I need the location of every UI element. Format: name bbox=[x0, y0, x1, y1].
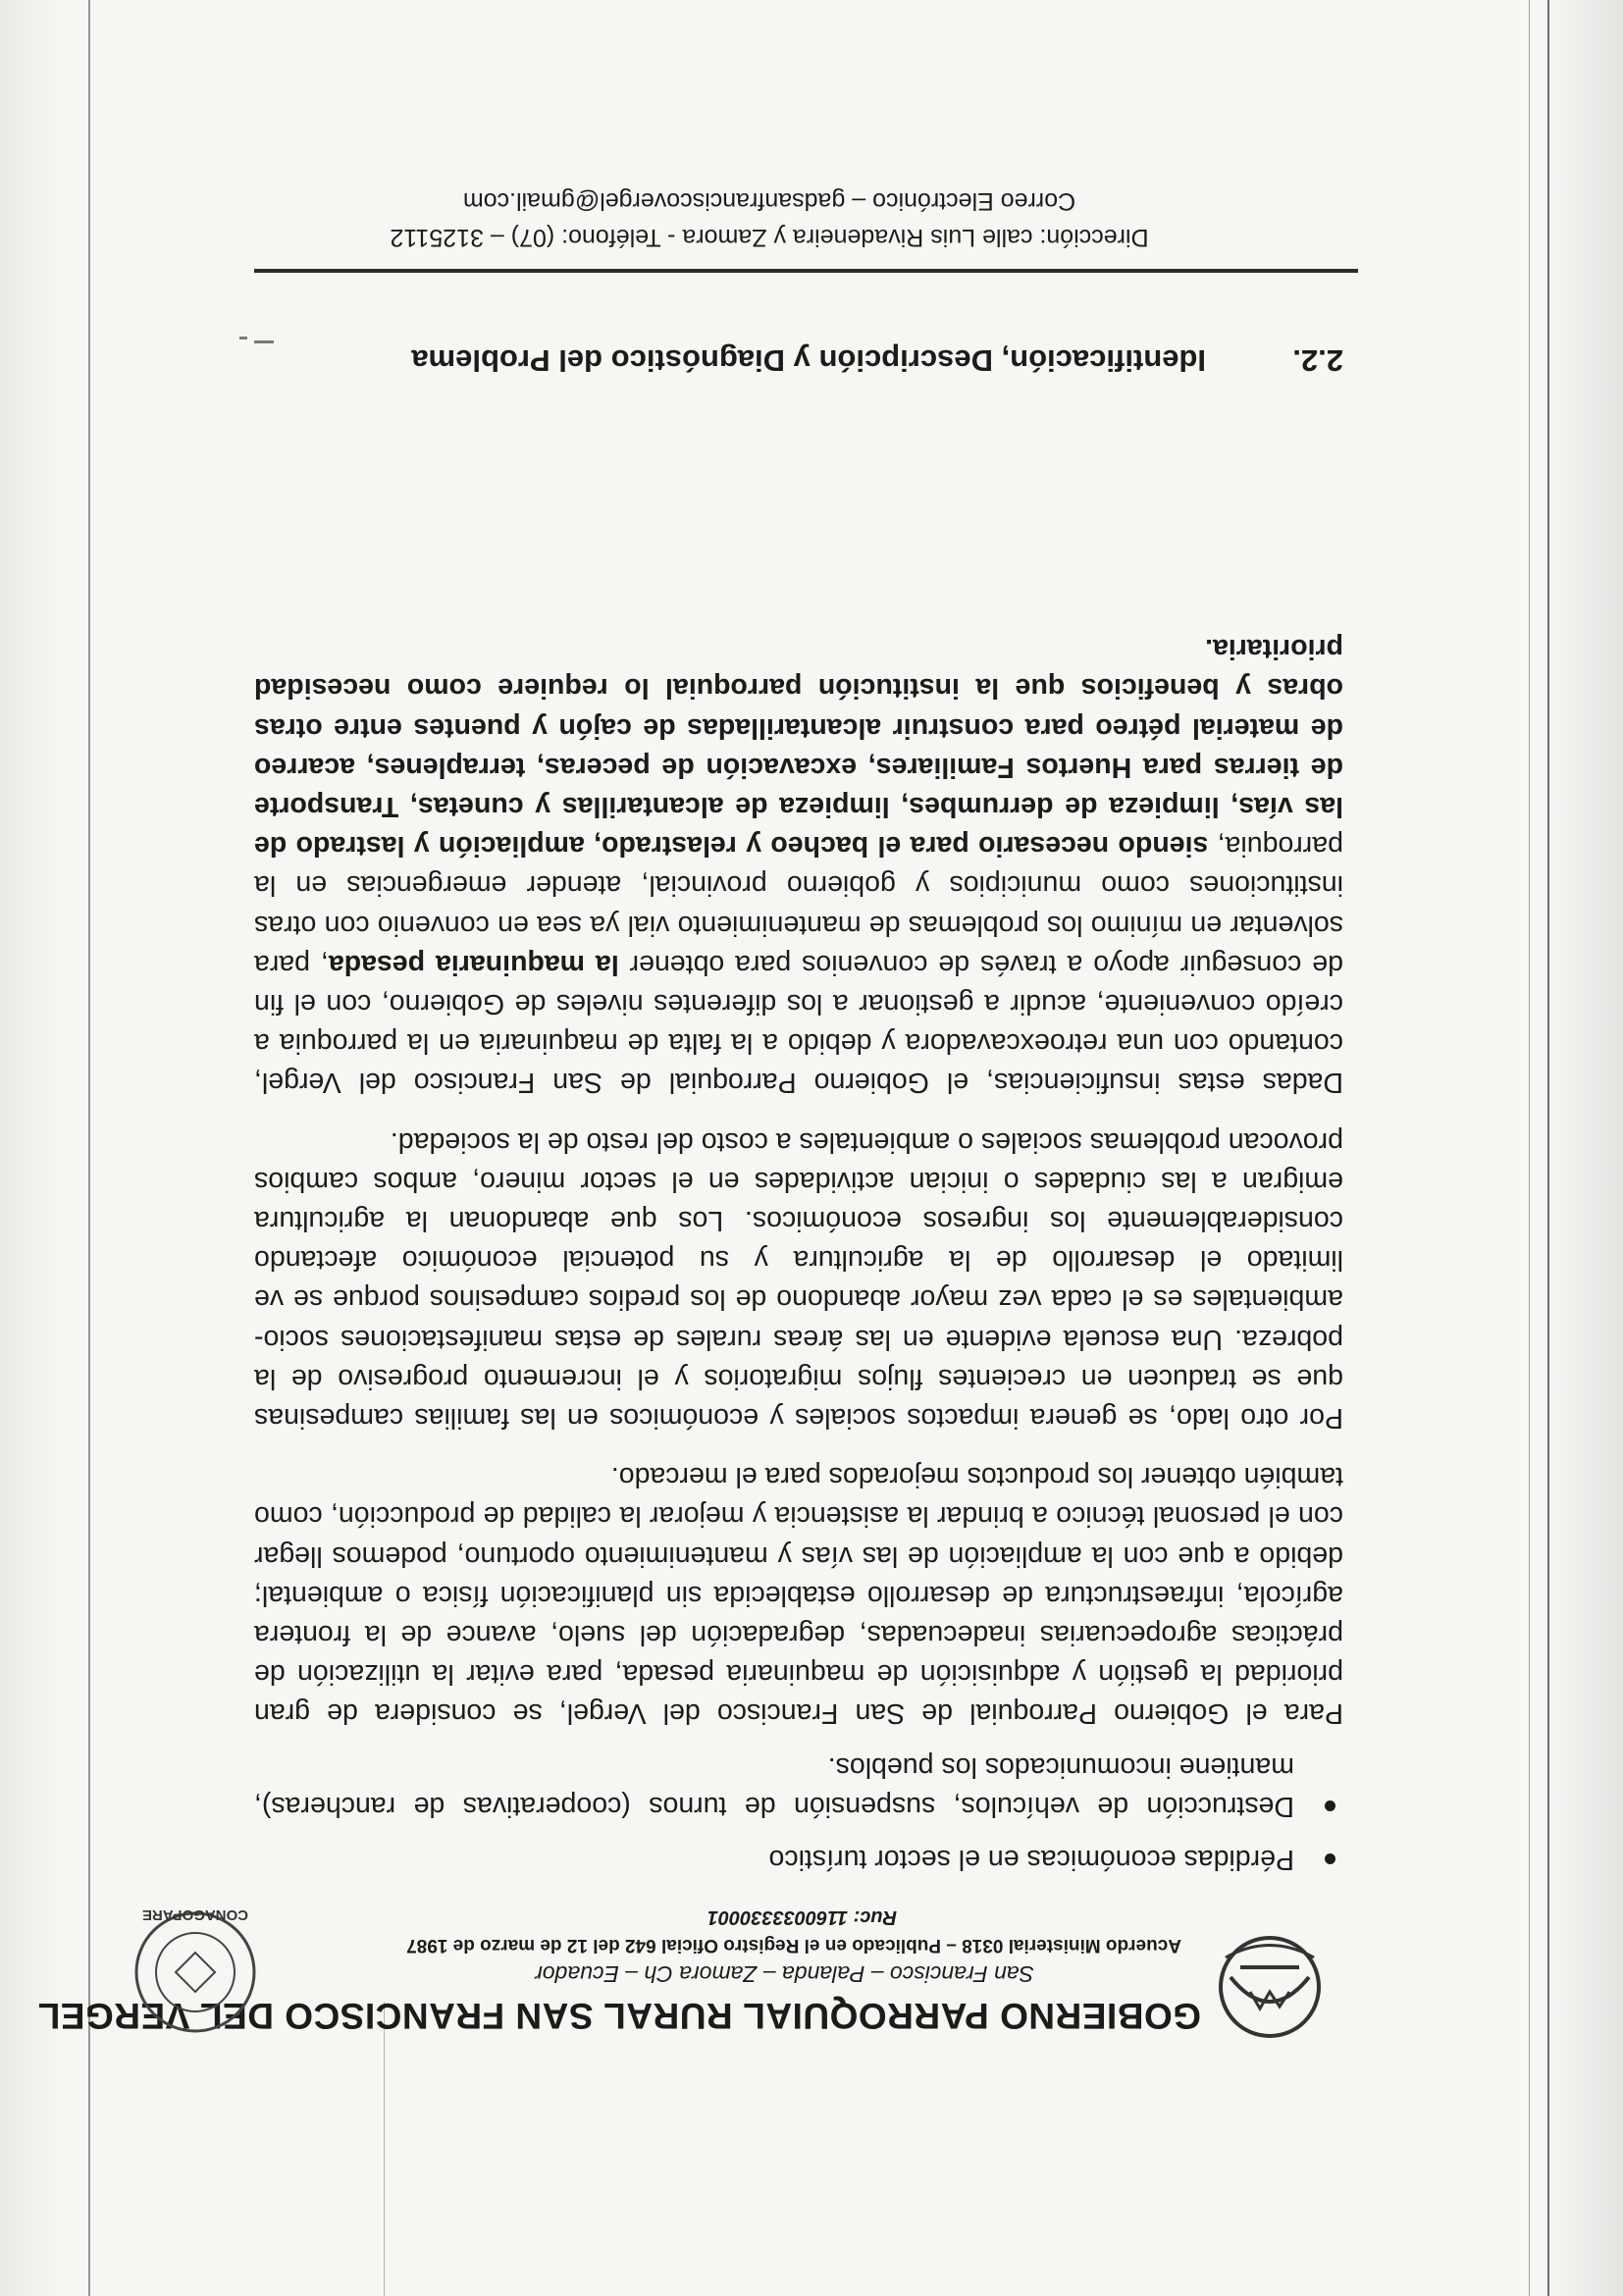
section-number: 2.2. bbox=[1292, 343, 1343, 378]
list-item: Destrucción de vehículos, suspensión de turnos (cooperativas de rancheras), mantiene incomunicados los pueblos. bbox=[254, 1747, 1294, 1825]
parish-logo-icon bbox=[1211, 1928, 1329, 2046]
paragraph-bold-text: la maquinaria pesada bbox=[328, 948, 619, 980]
footer bbox=[328, 183, 1211, 255]
seal-text: CONAGOPARE bbox=[141, 1906, 249, 1923]
paragraph-machinery-need bbox=[254, 629, 1343, 1102]
organization-name: GOBIERNO PARROQUIAL RURAL SAN FRANCISCO DEL VERGEL bbox=[37, 1996, 1201, 2036]
section-title: Identificación, Descripción y Diagnóstico del Problema bbox=[411, 343, 1206, 378]
scan-edge-line bbox=[384, 2002, 385, 2296]
paragraph-text: Dadas estas insuficiencias, el Gobierno Parroquial de San Francisco del Vergel, contando con una retroexcavadora y debido a la falta de maquinaria en la parroquia a creído conveniente, acudir a gestionar a los diferentes niveles de Gobierno, con el fin de conseguir apoyo a través de convenios para obtener bbox=[254, 948, 1343, 1099]
paragraph-priority: Para el Gobierno Parroquial de San Francisco del Vergel, se considera de gran prioridad la gestión y adquisición de maquinaria pesada, para evitar la utilización de prácticas agropecuarias inadecuadas, degradación del suelo, avance de la frontera agrícola, infraestructura de desarrollo establecida sin planificación física o ambiental; debido a que con la ampliación de las vías y mantenimiento oportuno, podemos llegar con el personal técnico a brindar la asistencia y mejorar la calidad de producción, como también obtener los productos mejorados para el mercado. bbox=[254, 1461, 1343, 1730]
scan-mark bbox=[254, 340, 274, 343]
paragraph-bold-text: siendo necesario para el bacheo y relastrado, ampliación y lastrado de las vías, limpieza de derrumbes, limpieza de alcantarillas y cunetas, Transporte de tierras para Huertos Familiares, excavación de peceras, terraplenes, acarreo de material pétreo para construir alcantarilladas de cajón y puentes entre otras obras y beneficios que la institución parroquial lo requiere como necesidad prioritaria. bbox=[254, 633, 1343, 862]
scan-edge-line bbox=[1529, 0, 1530, 2296]
paragraph-social-impacts: Por otro lado, se genera impactos sociales y económicos en las familias campesinas que se traducen en crecientes flujos migratorios y el incremento progresivo de la pobreza. Una escuela evidente en las áreas rurales de estas manifestaciones socio-ambientales es el cada vez mayor abandono de los predios campesinos porque se ve limitado el desarrollo de la agricultura y su potencial económico afectando considerablemente los ingresos económicos. Los que abandonan la agricultura emigran a las ciudades o inician actividades en el sector minero, ambos cambios provocan problemas sociales o ambientales a costo del resto de la sociedad. bbox=[254, 1125, 1343, 1434]
consequence-list bbox=[254, 1747, 1343, 1879]
scan-edge-line bbox=[88, 0, 90, 2296]
ministerial-agreement: Acuerdo Ministerial 0318 – Publicado en el Registro Oficial 642 del 12 de marzo de 1987 bbox=[406, 1935, 1181, 1956]
section-heading bbox=[411, 342, 1343, 378]
ruc-number: Ruc: 1160033330001 bbox=[707, 1906, 897, 1928]
footer-address: Dirección: calle Luis Rivadeneira y Zamora - Teléfono: (07) – 3125112 bbox=[390, 224, 1149, 251]
scan-mark bbox=[239, 337, 247, 339]
footer-divider bbox=[254, 269, 1358, 273]
conagopare-seal bbox=[122, 1899, 269, 2046]
scan-edge-line bbox=[1547, 0, 1549, 2296]
list-item: Pérdidas económicas en el sector turístico bbox=[254, 1840, 1294, 1879]
document-body bbox=[254, 609, 1343, 1879]
paragraph-text: , para solventar en mínimo los problemas de mantenimiento vial ya sea en convenio con otras instituciones como municipios y gobierno provincial, atender emergencias en la parroquia, bbox=[253, 830, 1343, 980]
organization-location: San Francisco – Palanda – Zamora Ch – Ecuador bbox=[535, 1961, 1034, 1987]
footer-email: Correo Electrónico – gadsanfranciscovergel@gmail.com bbox=[462, 187, 1076, 215]
